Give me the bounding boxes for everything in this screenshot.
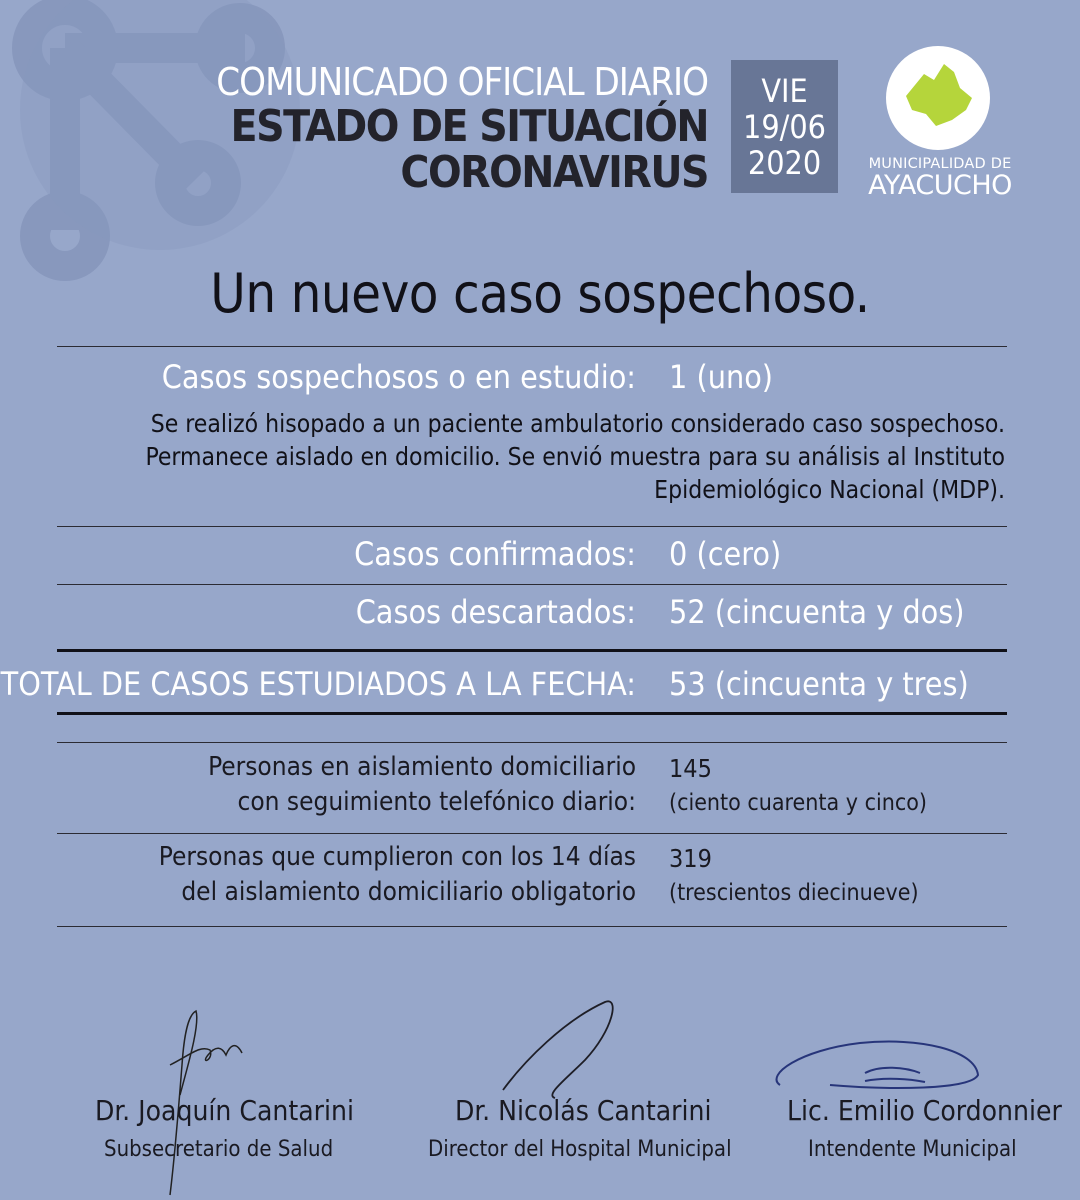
signature-role: Intendente Municipal xyxy=(808,1137,1017,1162)
completed-label-line2: del aislamiento domiciliario obligatorio xyxy=(181,877,636,907)
divider xyxy=(57,649,1007,652)
header-line1: COMUNICADO OFICIAL DIARIO xyxy=(216,60,708,104)
suspect-desc-line1: Se realizó hisopado a un paciente ambulatorio considerado caso sospechoso. xyxy=(150,409,1005,438)
logo-line2: AYACUCHO xyxy=(868,170,1012,201)
signature-name: Dr. Nicolás Cantarini xyxy=(455,1094,712,1127)
isolation-label xyxy=(208,750,636,820)
header-line3: CORONAVIRUS xyxy=(400,147,708,198)
signature-role: Subsecretario de Salud xyxy=(104,1137,334,1162)
total-value: 53 (cincuenta y tres) xyxy=(669,665,969,703)
confirmed-value: 0 (cero) xyxy=(669,535,782,573)
confirmed-label: Casos confirmados: xyxy=(354,535,636,573)
suspect-value: 1 (uno) xyxy=(669,358,774,396)
ayacucho-map-icon xyxy=(886,46,990,150)
signature-name: Dr. Joaquín Cantarini xyxy=(95,1094,354,1127)
divider xyxy=(57,526,1007,527)
divider xyxy=(57,926,1007,927)
municipality-logo xyxy=(886,46,990,150)
divider xyxy=(57,346,1007,347)
discarded-label: Casos descartados: xyxy=(355,593,636,631)
total-label: TOTAL DE CASOS ESTUDIADOS A LA FECHA: xyxy=(0,665,636,703)
completed-value-words: (trescientos diecinueve) xyxy=(669,880,919,906)
completed-value xyxy=(669,842,919,910)
headline: Un nuevo caso sospechoso. xyxy=(210,262,870,325)
divider xyxy=(57,742,1007,743)
suspect-label: Casos sospechosos o en estudio: xyxy=(161,358,636,396)
suspect-description xyxy=(105,407,1005,506)
date-date: 19/06 xyxy=(743,107,826,146)
isolation-value xyxy=(669,752,927,820)
discarded-value: 52 (cincuenta y dos) xyxy=(669,593,965,631)
isolation-label-line2: con seguimiento telefónico diario: xyxy=(237,787,636,817)
divider xyxy=(57,584,1007,585)
isolation-label-line1: Personas en aislamiento domiciliario xyxy=(208,752,636,782)
signature-role: Director del Hospital Municipal xyxy=(428,1137,732,1162)
completed-label-line1: Personas que cumplieron con los 14 días xyxy=(158,842,636,872)
date-year: 2020 xyxy=(747,143,822,182)
isolation-value-words: (ciento cuarenta y cinco) xyxy=(669,790,927,816)
logo-line1: MUNICIPALIDAD DE xyxy=(868,156,1012,172)
suspect-desc-line2: Permanece aislado en domicilio. Se envió muestra para su análisis al Instituto xyxy=(145,442,1005,471)
divider xyxy=(57,833,1007,834)
divider xyxy=(57,712,1007,715)
date-day: VIE xyxy=(761,71,808,110)
signature-name: Lic. Emilio Cordonnier xyxy=(787,1094,1062,1127)
suspect-desc-line3: Epidemiológico Nacional (MDP). xyxy=(654,475,1005,504)
isolation-value-number: 145 xyxy=(669,754,712,783)
header-titles xyxy=(216,60,708,196)
header-line2: ESTADO DE SITUACIÓN xyxy=(230,101,708,152)
date-box xyxy=(731,60,838,193)
completed-label xyxy=(159,840,636,910)
completed-value-number: 319 xyxy=(669,844,712,873)
signature-drawing xyxy=(770,1035,985,1095)
